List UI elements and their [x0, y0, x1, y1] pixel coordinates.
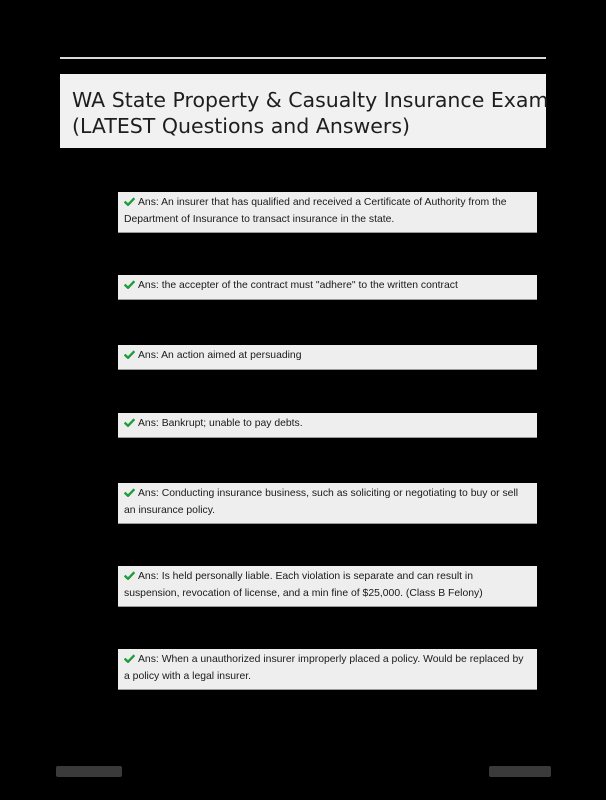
answer-text: Bankrupt; unable to pay debts. [161, 418, 303, 429]
answer-box-4 [118, 413, 537, 438]
answer-text: An action aimed at persuading [161, 350, 302, 361]
footer-right-redacted [489, 766, 551, 777]
answer-prefix: Ans: [138, 197, 159, 208]
top-divider [60, 57, 546, 59]
check-icon [124, 280, 135, 289]
check-icon [124, 571, 135, 580]
answer-prefix: Ans: [138, 280, 159, 291]
answer-box-2 [118, 275, 537, 300]
check-icon [124, 488, 135, 497]
check-icon [124, 654, 135, 663]
answer-prefix: Ans: [138, 350, 159, 361]
document-title-box [60, 74, 549, 148]
answer-prefix: Ans: [138, 418, 159, 429]
answer-box-6 [118, 566, 537, 607]
answer-prefix: Ans: [138, 654, 159, 665]
document-title-line-1: WA State Property & Casualty Insurance Exam [72, 88, 549, 112]
document-title-line-2: (LATEST Questions and Answers) [72, 114, 410, 138]
answer-box-3 [118, 345, 537, 370]
check-icon [124, 197, 135, 206]
answer-text: Conducting insurance business, such as soliciting or negotiating to buy or sell an insurance policy. [124, 488, 519, 516]
check-icon [124, 350, 135, 359]
answer-box-5 [118, 483, 537, 524]
answer-text: Is held personally liable. Each violation is separate and can result in suspension, revocation of license, and a min fine of $25,000. (Class B Felony) [124, 571, 483, 599]
answer-box-7 [118, 649, 537, 690]
answer-prefix: Ans: [138, 488, 159, 499]
answer-prefix: Ans: [138, 571, 159, 582]
answer-text: When a unauthorized insurer improperly placed a policy. Would be replaced by a policy with a legal insurer. [124, 654, 524, 682]
answer-text: An insurer that has qualified and received a Certificate of Authority from the Department of Insurance to transact insurance in the state. [124, 197, 507, 225]
footer-left-redacted [56, 766, 122, 777]
check-icon [124, 418, 135, 427]
answer-text: the accepter of the contract must "adhere" to the written contract [161, 280, 458, 291]
answer-box-1 [118, 192, 537, 233]
